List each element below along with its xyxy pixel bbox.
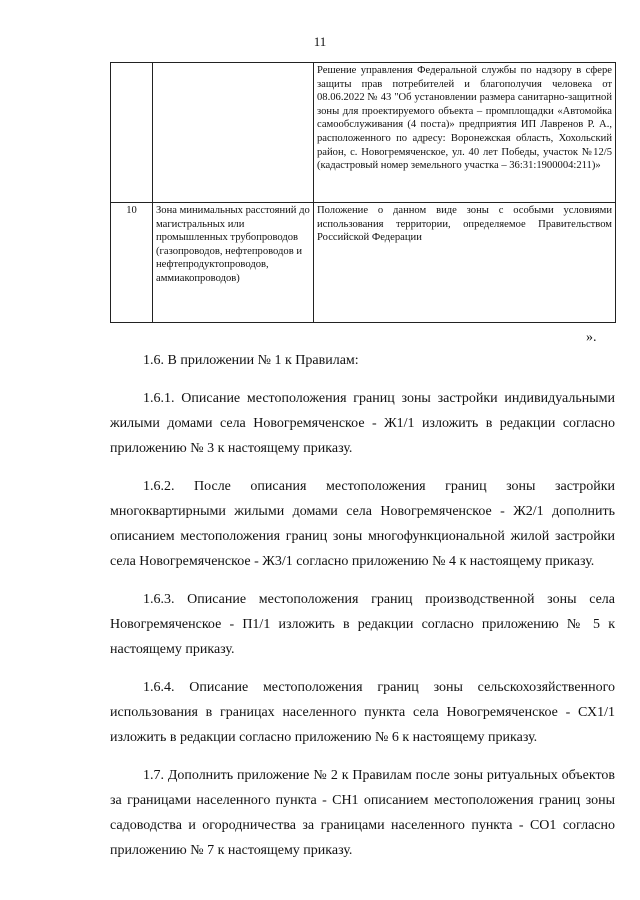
document-body [110, 348, 615, 876]
row-number: 10 [111, 203, 153, 323]
zones-table [110, 62, 616, 323]
closing-quote-mark: ». [586, 330, 597, 345]
zone-description: Решение управления Федеральной службы по надзору в сфере защиты прав потребителей и благополучия человека от 08.06.2022 № 43 "Об установлении размера санитарно-защитной зоны для проектируемого объекта – промплощадки «Автомойка самообслуживания (4 поста)» предприятия ИП Лавренов Р. А., расположенного по адресу: Воронежская область, Хохольский район, с. Новогремяченское, ул. 40 лет Победы, участок №12/5 (кадастровый номер земельного участка – 36:31:1900004:211)» [314, 63, 616, 203]
table-row [111, 63, 616, 203]
paragraph-1-7: 1.7. Дополнить приложение № 2 к Правилам после зоны ритуальных объектов за границами населенного пункта - СН1 описанием местоположения границ зоны садоводства и огородничества за границами населенного пункта - СО1 согласно приложению № 7 к настоящему приказу. [110, 768, 615, 858]
zone-name: Зона минимальных расстояний до магистральных или промышленных трубопроводов (газопроводов, нефтепроводов и нефтепродуктопроводов, аммиакопроводов) [153, 203, 314, 323]
paragraph-1-6: 1.6. В приложении № 1 к Правилам: [143, 353, 359, 368]
zone-name [153, 63, 314, 203]
zone-description: Положение о данном виде зоны с особыми условиями использования территории, определяемое Правительством Российской Федерации [314, 203, 616, 323]
table-row [111, 203, 616, 323]
paragraph-1-6-1: 1.6.1. Описание местоположения границ зоны застройки индивидуальными жилыми домами села Новогремяченское - Ж1/1 изложить в редакции согласно приложению № 3 к настоящему приказу. [110, 391, 615, 456]
paragraph-1-6-3: 1.6.3. Описание местоположения границ производственной зоны села Новогремяченское - П1/1 изложить в редакции согласно приложению № 5 к настоящему приказу. [110, 592, 615, 657]
row-number [111, 63, 153, 203]
paragraph-1-6-2: 1.6.2. После описания местоположения границ зоны застройки многоквартирными жилыми домами села Новогремяченское - Ж2/1 дополнить описанием местоположения границ зоны многофункциональной жилой застройки села Новогремяченское - Ж3/1 согласно приложению № 4 к настоящему приказу. [110, 479, 615, 569]
paragraph-1-6-4: 1.6.4. Описание местоположения границ зоны сельскохозяйственного использования в границах населенного пункта села Новогремяченское - СХ1/1 изложить в редакции согласно приложению № 6 к настоящему приказу. [110, 680, 615, 745]
page-number: 11 [313, 34, 327, 49]
